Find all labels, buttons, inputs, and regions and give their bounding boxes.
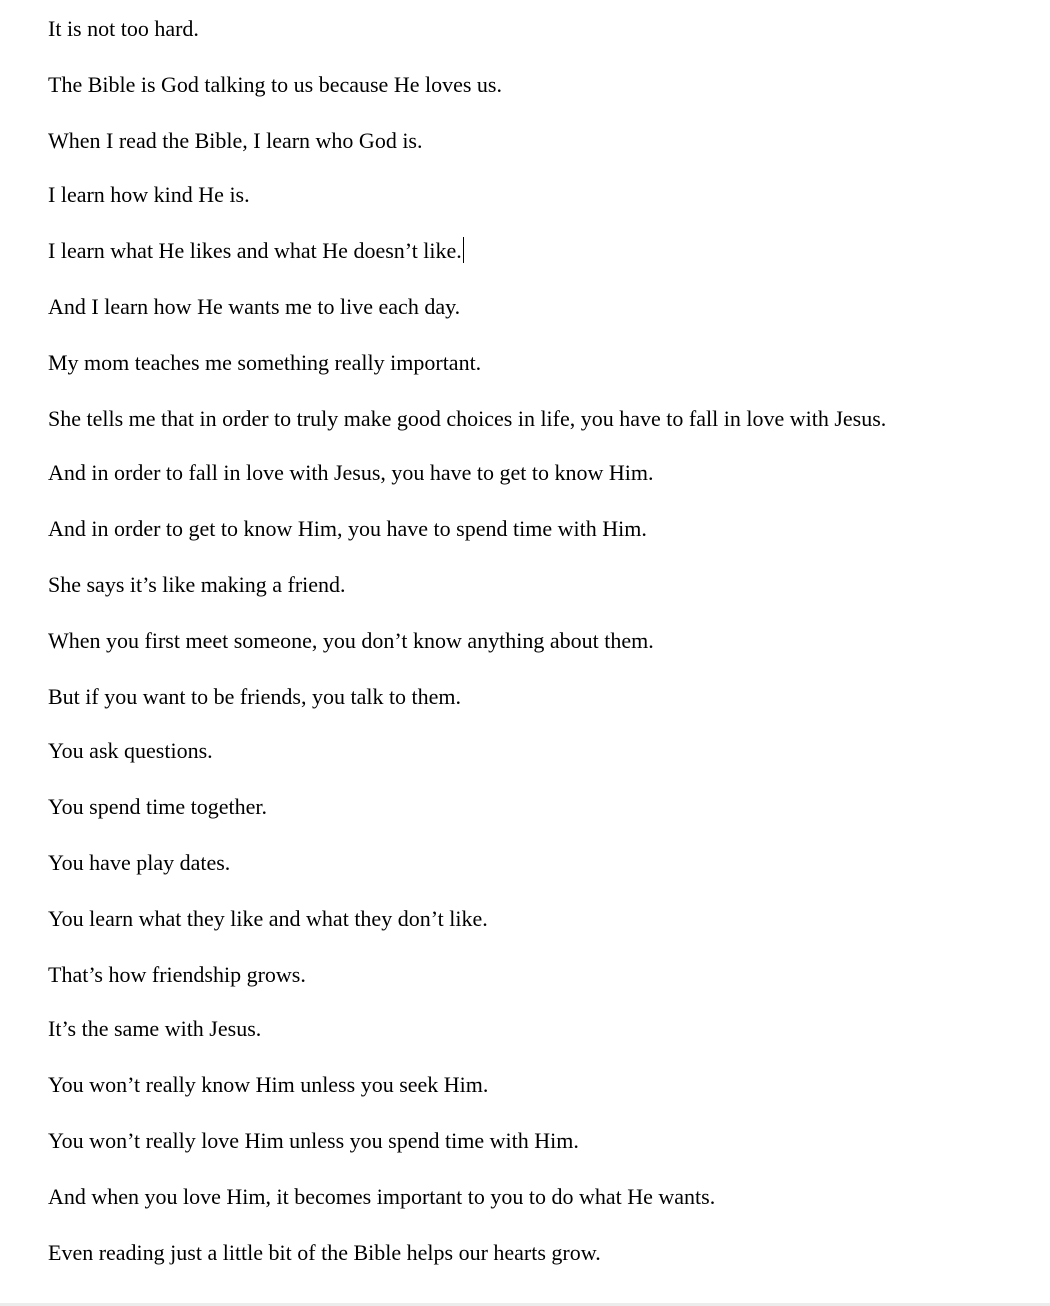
paragraph-text: That’s how friendship grows.	[48, 962, 306, 987]
paragraph-text: You won’t really love Him unless you spend time with Him.	[48, 1128, 579, 1153]
text-cursor	[463, 237, 465, 263]
paragraph-text: You won’t really know Him unless you seek Him.	[48, 1072, 489, 1097]
paragraph-text: And I learn how He wants me to live each day.	[48, 294, 461, 319]
paragraph-text: It’s the same with Jesus.	[48, 1016, 262, 1041]
paragraph-text: And in order to get to know Him, you have to spend time with Him.	[48, 516, 647, 541]
paragraph-text: You have play dates.	[48, 850, 231, 875]
paragraph-text: When you first meet someone, you don’t know anything about them.	[48, 628, 654, 653]
paragraph[interactable]	[48, 293, 460, 321]
paragraph-text: Even reading just a little bit of the Bible helps our hearts grow.	[48, 1240, 601, 1265]
paragraph[interactable]	[48, 181, 250, 209]
paragraph-text: The Bible is God talking to us because He loves us.	[48, 72, 502, 97]
paragraph[interactable]	[48, 1015, 261, 1043]
paragraph-text: My mom teaches me something really important.	[48, 350, 482, 375]
paragraph[interactable]	[48, 1183, 715, 1211]
paragraph[interactable]	[48, 515, 647, 543]
paragraph[interactable]	[48, 1071, 488, 1099]
paragraph[interactable]	[48, 961, 306, 989]
paragraph[interactable]	[48, 571, 346, 599]
paragraph[interactable]	[48, 71, 502, 99]
paragraph[interactable]	[48, 849, 230, 877]
paragraph[interactable]	[48, 793, 267, 821]
paragraph-text: But if you want to be friends, you talk to them.	[48, 684, 462, 709]
paragraph-text: You spend time together.	[48, 794, 267, 819]
paragraph-text: I learn what He likes and what He doesn’t like.	[48, 238, 462, 263]
paragraph[interactable]	[48, 683, 461, 711]
paragraph[interactable]	[48, 405, 886, 433]
paragraph[interactable]	[48, 905, 488, 933]
paragraph-text: When I read the Bible, I learn who God is.	[48, 128, 423, 153]
paragraph-text: You learn what they like and what they don’t like.	[48, 906, 488, 931]
paragraph-text: She tells me that in order to truly make good choices in life, you have to fall in love with Jesus.	[48, 406, 887, 431]
paragraph[interactable]	[48, 627, 654, 655]
paragraph-text: You ask questions.	[48, 738, 213, 763]
paragraph[interactable]	[48, 1239, 601, 1267]
paragraph-text: And in order to fall in love with Jesus, you have to get to know Him.	[48, 460, 654, 485]
paragraph-text: It is not too hard.	[48, 16, 199, 41]
paragraph-text: And when you love Him, it becomes important to you to do what He wants.	[48, 1184, 716, 1209]
paragraph[interactable]	[48, 459, 654, 487]
paragraph[interactable]	[48, 127, 423, 155]
paragraph[interactable]	[48, 237, 464, 265]
paragraph[interactable]	[48, 15, 199, 43]
paragraph[interactable]	[48, 1127, 579, 1155]
paragraph-text: She says it’s like making a friend.	[48, 572, 346, 597]
paragraph[interactable]	[48, 349, 481, 377]
paragraph-text: I learn how kind He is.	[48, 182, 250, 207]
paragraph[interactable]	[48, 737, 213, 765]
